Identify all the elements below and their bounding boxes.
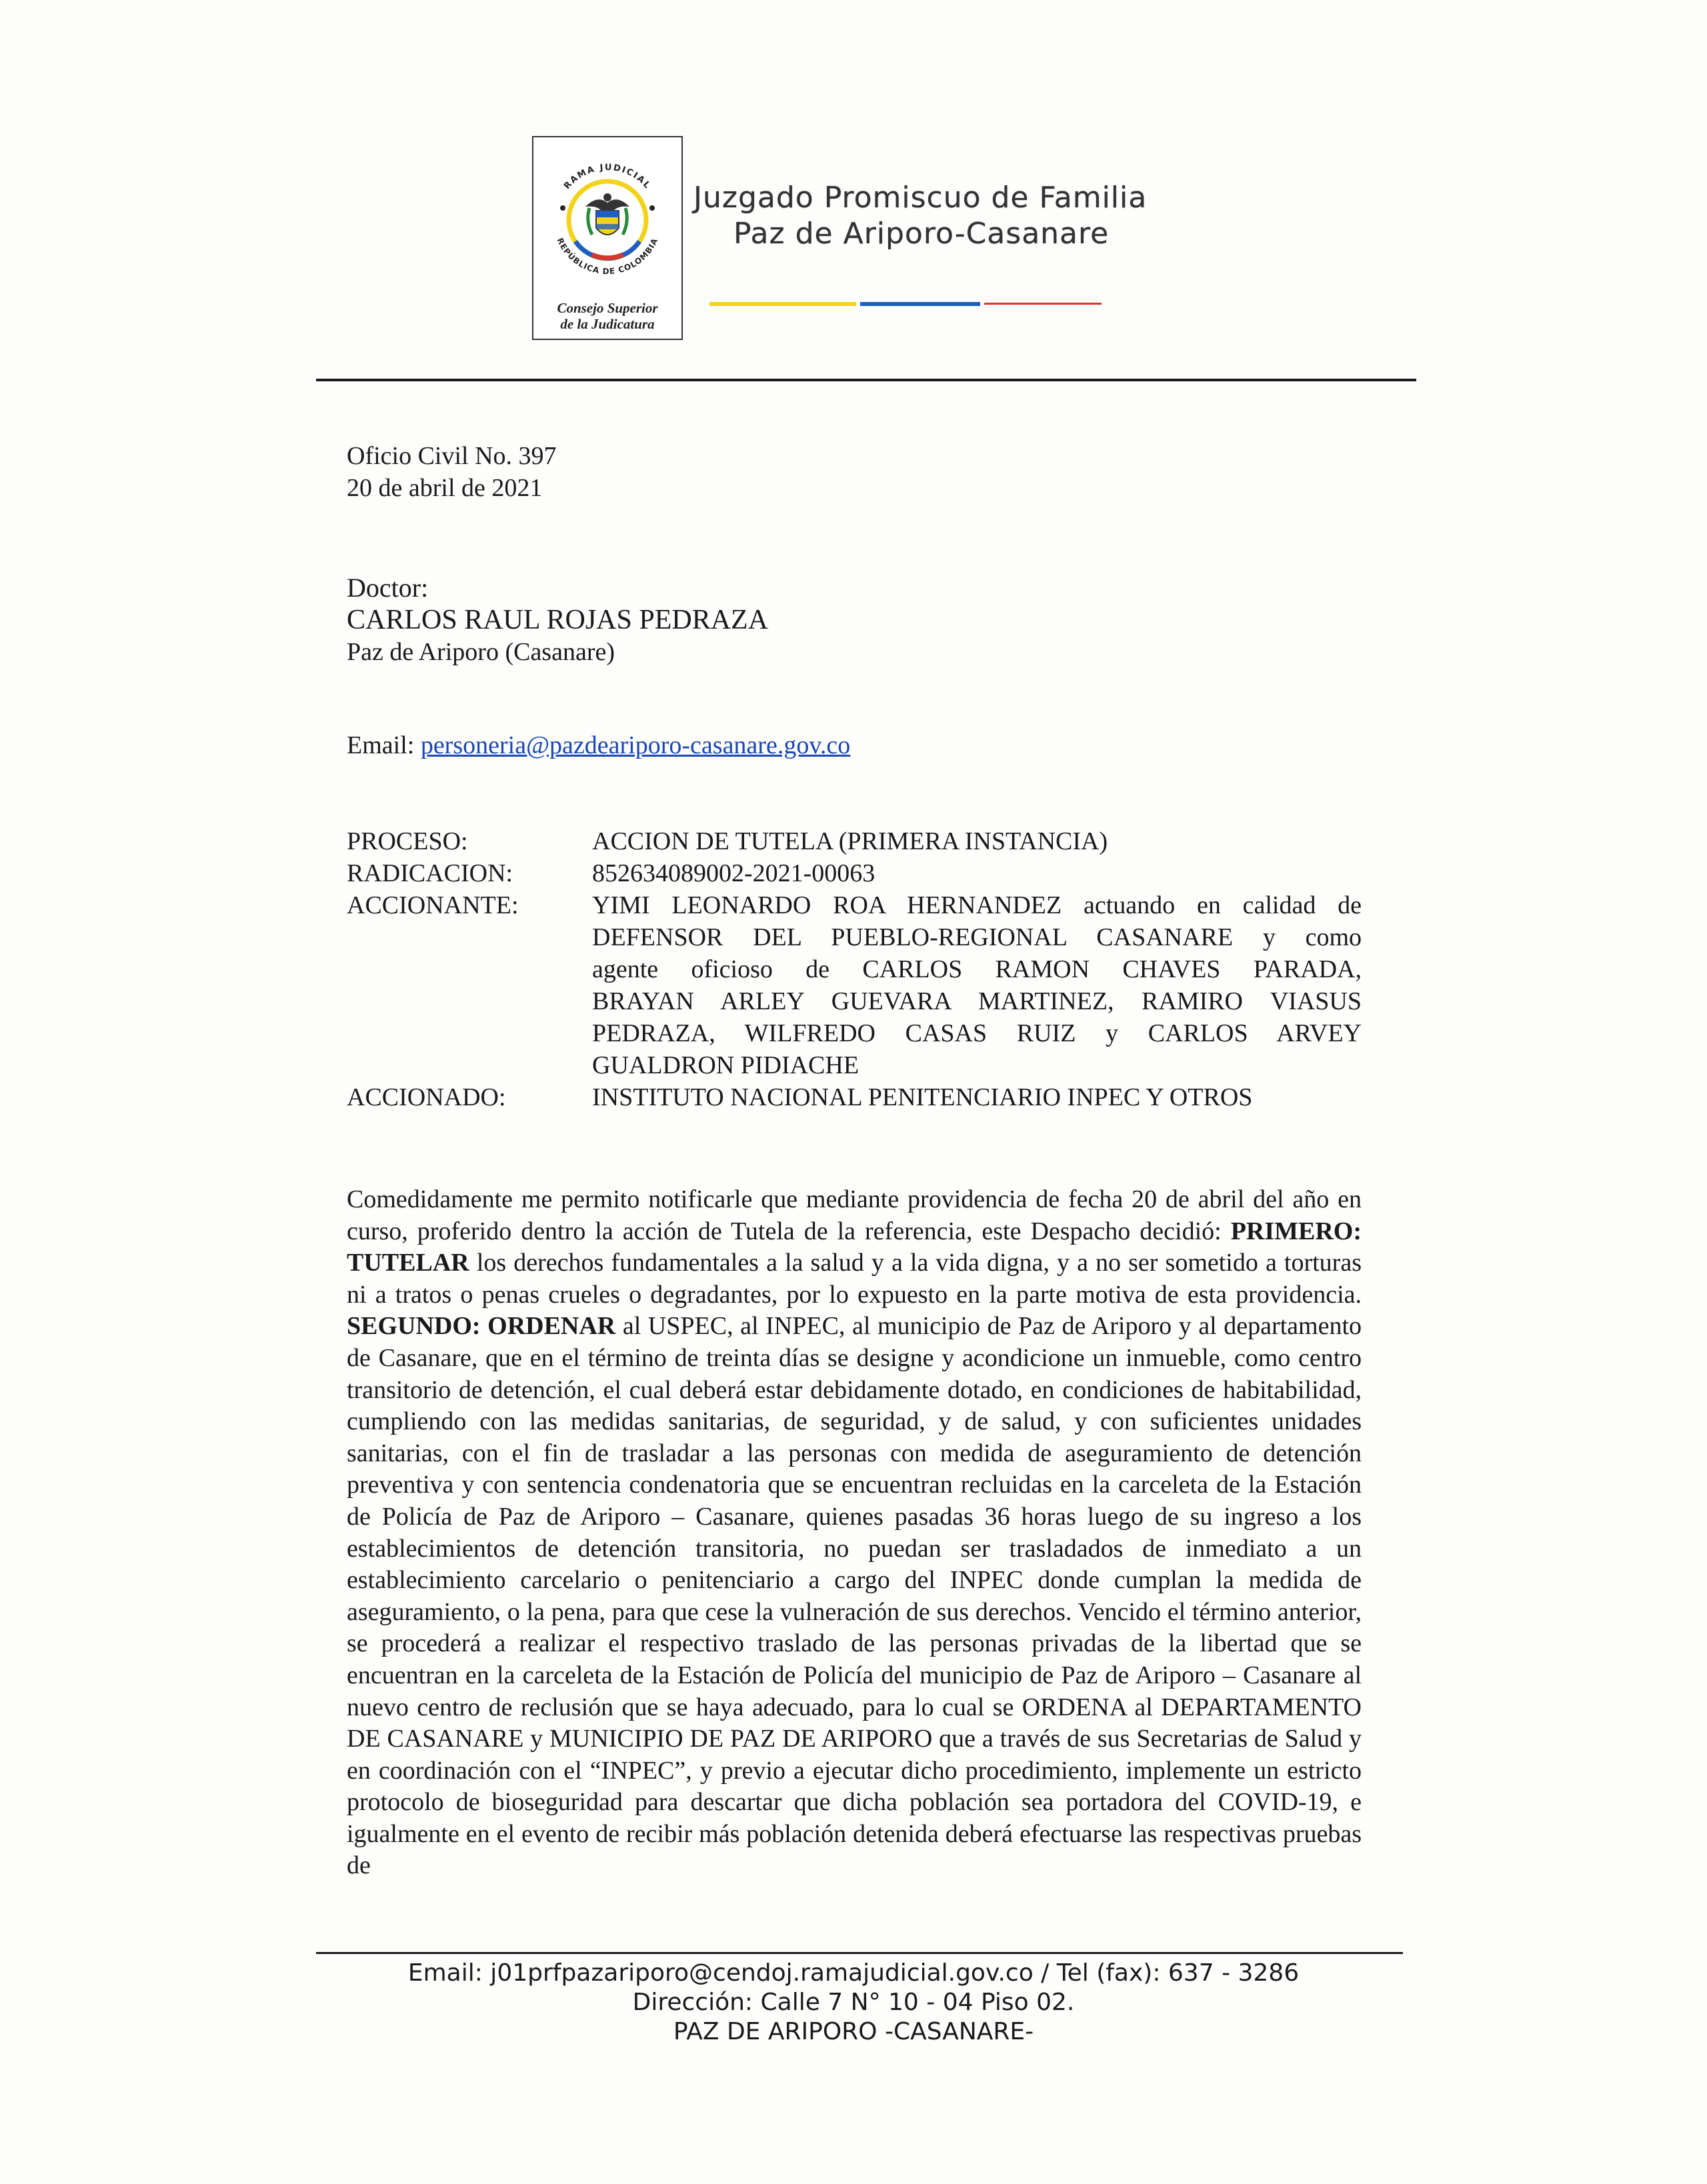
radicacion-label: RADICACION: [347, 859, 513, 887]
footer-address: Dirección: Calle 7 N° 10 - 04 Piso 02. [632, 1989, 1075, 2016]
office-number: Oficio Civil No. 397 [347, 442, 557, 470]
accionante-line: YIMI LEONARDO ROA HERNANDEZ actuando en calidad de [592, 891, 1362, 919]
footer-city: PAZ DE ARIPORO -CASANARE- [673, 2018, 1034, 2045]
radicacion-value: 852634089002-2021-00063 [592, 859, 876, 887]
email-link[interactable]: personeria@pazdeariporo-casanare.gov.co [420, 731, 851, 759]
email-label: Email: [347, 731, 415, 759]
court-name-line1: Juzgado Promiscuo de Familia [693, 181, 1148, 215]
footer-contact: Email: j01prfpazariporo@cendoj.ramajudicial.gov.co / Tel (fax): 637 - 3286 [407, 1959, 1300, 1987]
recipient-block [347, 572, 768, 668]
judiciary-logo [532, 136, 683, 340]
document-meta [347, 440, 557, 504]
accionado-label: ACCIONADO: [347, 1083, 506, 1111]
accionante-label: ACCIONANTE: [347, 891, 519, 919]
accionante-line: GUALDRON PIDIACHE [592, 1051, 860, 1079]
footer [0, 1959, 1707, 2047]
seal-text-top: RAMA JUDICIAL [562, 162, 653, 191]
recipient-name: CARLOS RAUL ROJAS PEDRAZA [347, 605, 769, 635]
coat-of-arms-seal-icon [539, 141, 676, 296]
paragraph-text-2: los derechos fundamentales a la salud y a la vida digna, y a no ser sometido a torturas ni a tratos o penas crueles o degradantes, por lo expuesto en la parte motiva de esta providencia. [347, 1249, 1362, 1309]
seal-text-bottom: REPÚBLICA DE COLOMBIA [555, 236, 660, 277]
svg-text:RAMA JUDICIAL [562, 163, 653, 191]
document-date: 20 de abril de 2021 [347, 474, 543, 502]
seal-caption-line2: de la Judicatura [560, 316, 655, 332]
accionante-line: DEFENSOR DEL PUEBLO-REGIONAL CASANARE y como [592, 923, 1362, 951]
notification-paragraph [347, 1184, 1362, 1882]
primero-label: PRIMERO: TUTELAR [347, 1217, 1362, 1277]
header-divider [316, 379, 1416, 381]
accionante-value [592, 889, 1362, 1081]
accionado-value: INSTITUTO NACIONAL PENITENCIARIO INPEC Y OTROS [592, 1083, 1253, 1111]
accionante-line: BRAYAN ARLEY GUEVARA MARTINEZ, RAMIRO VIASUS [592, 987, 1362, 1015]
paragraph-text-1: Comedidamente me permito notificarle que mediante providencia de fecha 20 de abril del año en curso, proferido dentro la acción de Tutela de la referencia, este Despacho decidió: [347, 1185, 1362, 1245]
court-name-line2: Paz de Ariporo-Casanare [733, 217, 1110, 251]
recipient-title: Doctor: [347, 573, 429, 603]
proceso-label: PROCESO: [347, 827, 468, 855]
paragraph-text-3: al USPEC, al INPEC, al municipio de Paz de Ariporo y al departamento de Casanare, que en el término de treinta días se designe y acondicione un inmueble, como centro transitorio de detención, el cual deberá estar debidamente dotado, en condiciones de habitabilidad, cumpliendo con las medidas sanitarias, de seguridad, y de salud, y con suficientes unidades sanitarias, con el fin de trasladar a las personas con medida de aseguramiento de detención preventiva y con sentencia condenatoria que se encuentran recluidas en la carceleta de la Estación de Policía de Paz de Ariporo – Casanare, quienes pasadas 36 horas luego de su ingreso a los establecimientos de detención transitoria, no puedan ser trasladados de inmediato a un establecimiento carcelario o penitenciario a cargo del INPEC donde cumplan la medida de aseguramiento, o la pena, para que cese la vulneración de sus derechos. Vencido el término anterior, se procederá a realizar el respectivo traslado de las personas privadas de la libertad que se encuentran en la carceleta de la Estación de Policía del municipio de Paz de Ariporo – Casanare al nuevo centro de reclusión que se haya adecuado, para lo cual se ORDENA al DEPARTAMENTO DE CASANARE y MUNICIPIO DE PAZ DE ARIPORO que a través de sus Secretarias de Salud y en coordinación con el “INPEC”, y previo a ejecutar dicho procedimiento, implemente un estricto protocolo de bioseguridad para descartar que dicha población sea portadora del COVID-19, e igualmente en el evento de recibir más población detenida deberá efectuarse las respectivas pruebas de [347, 1312, 1362, 1880]
segundo-label: SEGUNDO: ORDENAR [347, 1312, 616, 1341]
recipient-location: Paz de Ariporo (Casanare) [347, 638, 615, 666]
seal-caption-line1: Consejo Superior [557, 300, 658, 316]
court-name [693, 180, 1160, 252]
recipient-email-line [347, 729, 850, 761]
proceso-value: ACCION DE TUTELA (PRIMERA INSTANCIA) [592, 827, 1108, 855]
flag-stripe-red [984, 303, 1102, 305]
flag-stripe-blue [860, 302, 980, 306]
accionante-line: agente oficioso de CARLOS RAMON CHAVES PARADA, [592, 955, 1362, 983]
flag-stripe-yellow [709, 302, 856, 306]
footer-divider [316, 1952, 1403, 1954]
accionante-line: PEDRAZA, WILFREDO CASAS RUIZ y CARLOS ARVEY [592, 1019, 1362, 1047]
seal-caption [533, 300, 681, 332]
